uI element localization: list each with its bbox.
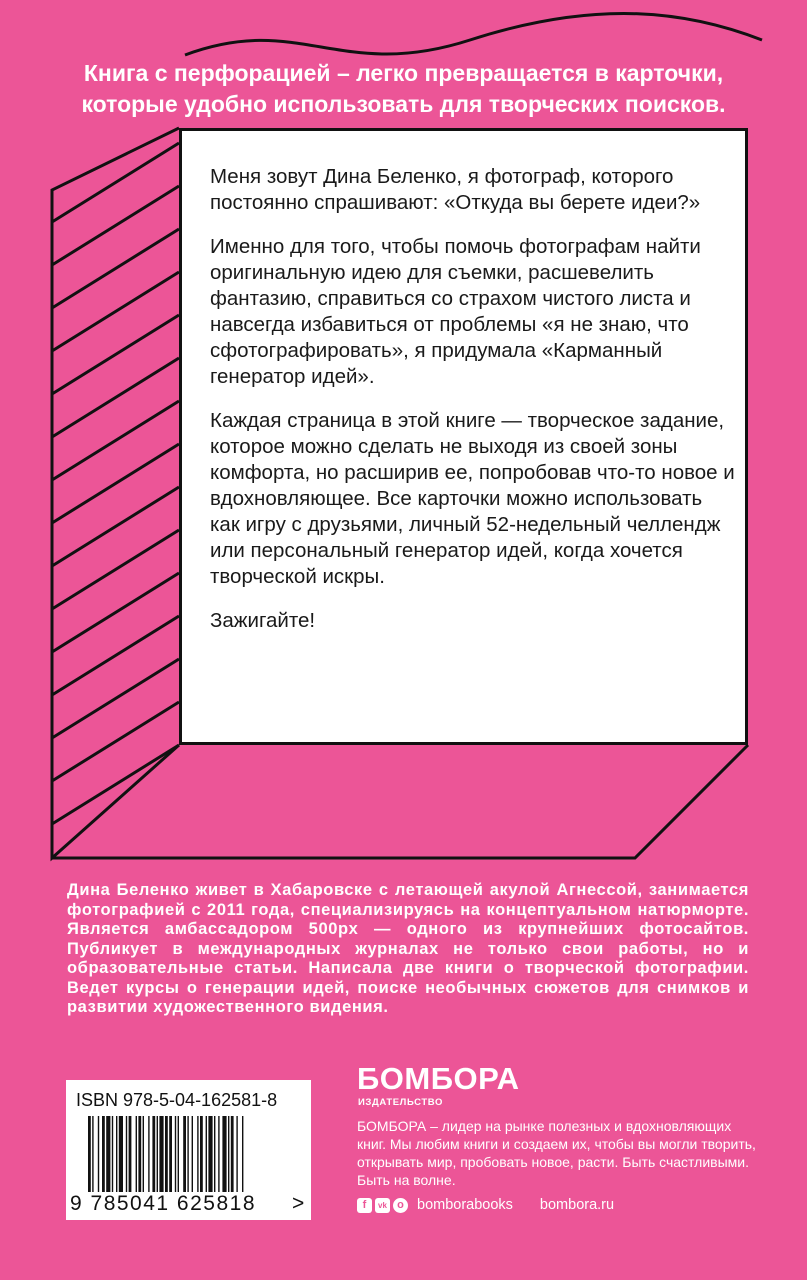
barcode-bar xyxy=(200,1116,203,1192)
side-stripe xyxy=(52,573,179,652)
social-row xyxy=(357,1197,614,1213)
author-bio: Дина Беленко живет в Хабаровске с летающей акулой Агнессой, занимается фотографией с 2011 года, специализируясь на концептуальном натюрморте. Является амбассадором 500px — одного из крупнейших фотосайтов. Публикует в международных журналах не только свои работы, но и образовательные статьи. Написала две книги о творческой фотографии. Ведет курсы о генерации идей, поиске необычных сюжетов для снимков и развитии художественного видения. xyxy=(67,881,749,1016)
barcode-bar xyxy=(187,1116,188,1192)
side-stripe xyxy=(52,616,179,695)
website-link[interactable]: bombora.ru xyxy=(539,1197,615,1213)
side-stripe xyxy=(52,659,179,738)
barcode-bar xyxy=(183,1116,186,1192)
side-stripe xyxy=(52,272,179,351)
barcode-bar xyxy=(236,1116,237,1192)
barcode-bar xyxy=(242,1116,243,1192)
side-stripe xyxy=(52,702,179,781)
barcode-bar xyxy=(228,1116,229,1192)
publisher-description: БОМБОРА – лидер на рынке полезных и вдохновляющих книг. Мы любим книги и создаем их, чтобы вы могли творить, открывать мир, пробовать новое, расти. Быть счастливыми. Быть на волне. xyxy=(357,1118,756,1188)
barcode-bar xyxy=(169,1116,172,1192)
barcode-bar xyxy=(159,1116,163,1192)
vk-icon[interactable]: vk xyxy=(375,1198,390,1213)
barcode-bar xyxy=(143,1116,144,1192)
intro-paragraph-3: Каждая страница в этой книге — творческое задание, которое можно сделать не выходя из своей зоны комфорта, но расширив ее, попробовав что-то новое и вдохновляющее. Все карточки можно использовать как игру с друзьями, личный 52-недельный челлендж или персональный генератор идей, когда хочется творческой искры. xyxy=(210,409,735,588)
barcode-bar xyxy=(112,1116,113,1192)
publisher-logo: БОМБОРА xyxy=(357,1061,520,1096)
facebook-icon[interactable]: f xyxy=(357,1198,372,1213)
barcode-digits: 9 785041 625818 xyxy=(70,1192,256,1215)
side-stripe xyxy=(52,530,179,609)
barcode-bar xyxy=(175,1116,176,1192)
barcode-bar xyxy=(98,1116,99,1192)
barcode-bar xyxy=(178,1116,179,1192)
instagram-icon[interactable]: o xyxy=(393,1198,408,1213)
tagline-line-1: Книга с перфорацией – легко превращается в карточки, xyxy=(83,60,724,86)
intro-text xyxy=(210,164,735,652)
barcode-bar xyxy=(197,1116,198,1192)
side-stripe xyxy=(52,143,179,222)
barcode-bar xyxy=(148,1116,149,1192)
barcode-bar xyxy=(126,1116,127,1192)
barcode-bar xyxy=(88,1116,91,1192)
side-stripe xyxy=(52,745,179,824)
barcode-bar xyxy=(92,1116,93,1192)
tagline xyxy=(40,58,767,120)
barcode-bar xyxy=(152,1116,155,1192)
barcode-bar xyxy=(218,1116,219,1192)
isbn-label: ISBN 978-5-04-162581-8 xyxy=(76,1090,278,1110)
barcode-bar xyxy=(119,1116,123,1192)
barcode-arrow: > xyxy=(292,1192,305,1215)
barcode-block xyxy=(66,1080,311,1220)
side-stripe xyxy=(52,401,179,480)
wave-line xyxy=(185,13,762,55)
barcode-bar xyxy=(157,1116,158,1192)
side-stripes xyxy=(52,143,179,824)
barcode-bar xyxy=(192,1116,193,1192)
box-bottom-outline xyxy=(52,745,748,858)
tagline-line-2: которые удобно использовать для творческих поисков. xyxy=(81,91,726,117)
side-stripe xyxy=(52,315,179,394)
side-stripe xyxy=(52,229,179,308)
intro-paragraph-2: Именно для того, чтобы помочь фотографам найти оригинальную идею для съемки, расшевелить фантазию, справиться со страхом чистого листа и навсегда избавиться от проблемы «я не знаю, что сфотографировать», я придумала «Карманный генератор идей». xyxy=(210,235,701,388)
barcode-bar xyxy=(165,1116,168,1192)
side-stripe xyxy=(52,358,179,437)
social-handle[interactable]: bomborabooks xyxy=(417,1197,513,1213)
barcode-bar xyxy=(214,1116,215,1192)
box-side-outline xyxy=(52,128,179,858)
intro-paragraph-1: Меня зовут Дина Беленко, я фотограф, которого постоянно спрашивают: «Откуда вы берете идеи?» xyxy=(210,165,701,214)
side-stripe xyxy=(52,487,179,566)
barcode-bar xyxy=(136,1116,137,1192)
barcode-bar xyxy=(102,1116,105,1192)
barcode-bar xyxy=(222,1116,226,1192)
barcode-bar xyxy=(206,1116,207,1192)
barcode-bar xyxy=(138,1116,141,1192)
side-stripe xyxy=(52,444,179,523)
intro-card xyxy=(179,128,748,745)
publisher-logo-subtitle: ИЗДАТЕЛЬСТВО xyxy=(358,1097,443,1108)
barcode-bar xyxy=(116,1116,117,1192)
side-stripe xyxy=(52,186,179,265)
barcode-bar xyxy=(208,1116,212,1192)
barcode-bar xyxy=(106,1116,110,1192)
intro-paragraph-4: Зажигайте! xyxy=(210,609,316,632)
barcode-bar xyxy=(231,1116,234,1192)
barcode-bar xyxy=(129,1116,132,1192)
